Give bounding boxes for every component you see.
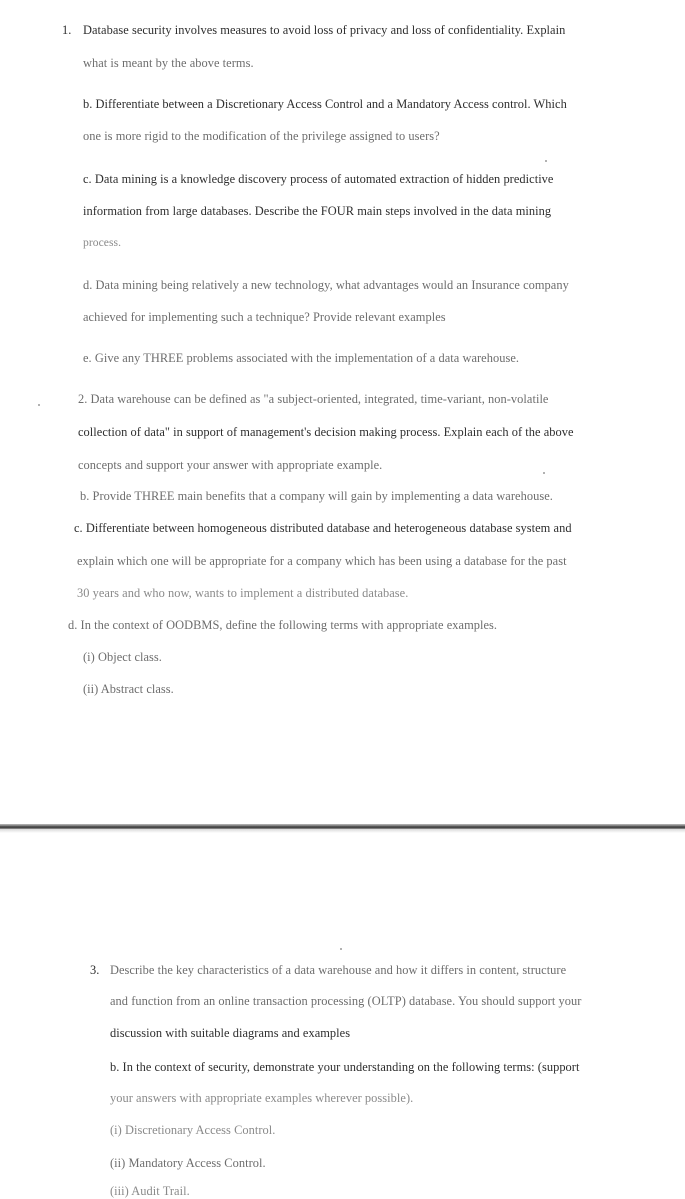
question-2c-line-1: c. Differentiate between homogeneous distributed database and heterogeneous database system and (74, 521, 572, 535)
question-3-line-3: discussion with suitable diagrams and examples (110, 1026, 351, 1040)
question-2d-item-2: (ii) Abstract class. (83, 682, 174, 696)
question-2-line-2: collection of data" in support of management's decision making process. Explain each of the above (78, 425, 574, 439)
question-3b-item-3: (iii) Audit Trail. (110, 1184, 190, 1198)
question-1c-line-3: process. (83, 236, 122, 249)
question-1-number: 1. (62, 23, 72, 37)
question-3b-line-2: your answers with appropriate examples wherever possible). (110, 1091, 414, 1105)
question-1c-line-1: c. Data mining is a knowledge discovery process of automated extraction of hidden predictive (83, 172, 554, 186)
question-1-line-2: what is meant by the above terms. (83, 56, 254, 70)
scan-speck (340, 948, 342, 950)
scan-speck (543, 472, 545, 474)
question-3b-item-2: (ii) Mandatory Access Control. (110, 1156, 266, 1170)
question-3-line-1: Describe the key characteristics of a data warehouse and how it differs in content, structure (110, 963, 567, 977)
question-1b-line-2: one is more rigid to the modification of the privilege assigned to users? (83, 129, 440, 143)
page-divider-shadow (0, 829, 685, 833)
question-3-line-2: and function from an online transaction processing (OLTP) database. You should support your (110, 994, 582, 1008)
question-3b-line-1: b. In the context of security, demonstrate your understanding on the following terms: (support (110, 1060, 580, 1074)
question-1d-line-2: achieved for implementing such a technique? Provide relevant examples (83, 310, 446, 324)
question-1b-line-1: b. Differentiate between a Discretionary Access Control and a Mandatory Access control. Which (83, 97, 567, 111)
exam-page-bottom (0, 836, 685, 1198)
scan-speck (38, 404, 40, 406)
question-2b-line-1: b. Provide THREE main benefits that a company will gain by implementing a data warehouse. (80, 489, 553, 503)
question-3b-item-1: (i) Discretionary Access Control. (110, 1123, 276, 1137)
question-2d-line-1: d. In the context of OODBMS, define the following terms with appropriate examples. (68, 618, 498, 632)
question-2c-line-2: explain which one will be appropriate for a company which has been using a database for the past (77, 554, 567, 568)
question-2d-item-1: (i) Object class. (83, 650, 162, 664)
question-2-line-1: 2. Data warehouse can be defined as "a subject-oriented, integrated, time-variant, non-volatile (78, 392, 549, 406)
scan-speck (545, 160, 547, 162)
question-1d-line-1: d. Data mining being relatively a new technology, what advantages would an Insurance company (83, 278, 569, 292)
question-2-line-3: concepts and support your answer with appropriate example. (78, 458, 383, 472)
question-1-line-1: Database security involves measures to avoid loss of privacy and loss of confidentiality. Explain (83, 23, 566, 37)
question-1c-line-2: information from large databases. Describe the FOUR main steps involved in the data mining (83, 204, 552, 218)
question-3-number: 3. (90, 963, 100, 977)
question-2c-line-3: 30 years and who now, wants to implement a distributed database. (77, 586, 409, 600)
question-1e-line-1: e. Give any THREE problems associated with the implementation of a data warehouse. (83, 351, 520, 365)
